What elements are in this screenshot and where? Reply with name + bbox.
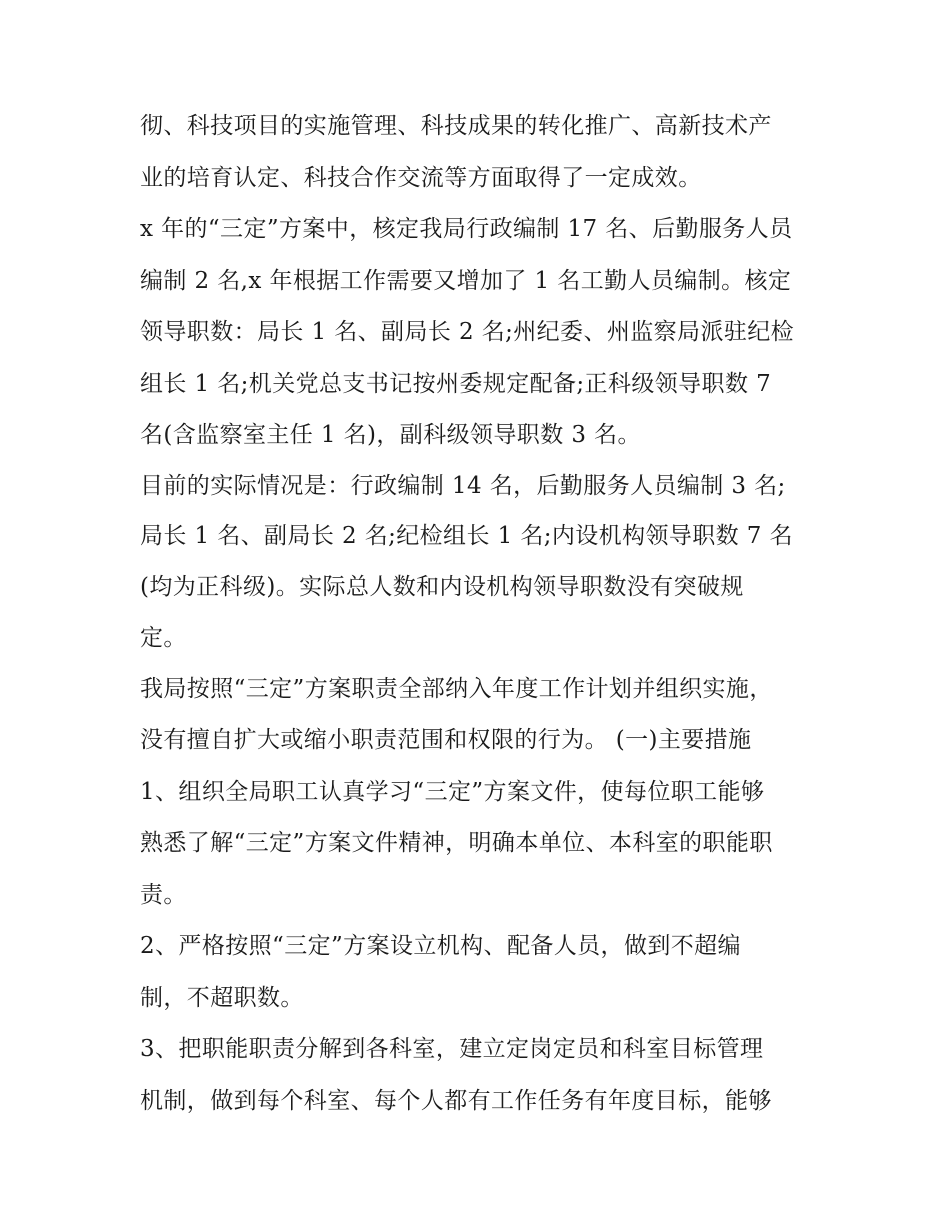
text-line: 局长 1 名、副局长 2 名;纪检组长 1 名;内设机构领导职数 7 名 [140,523,793,549]
text-line: 业的培育认定、科技合作交流等方面取得了一定成效。 [140,165,702,191]
text-line: 机制，做到每个科室、每个人都有工作任务有年度目标，能够 [140,1088,772,1114]
text-line: 组长 1 名;机关党总支书记按州委规定配备;正科级领导职数 7 [140,371,772,397]
text-line: (均为正科级)。实际总人数和内设机构领导职数没有突破规 [140,574,744,600]
text-line: 编制 2 名,x 年根据工作需要又增加了 1 名工勤人员编制。核定 [140,268,792,294]
text-line: 名(含监察室主任 1 名)，副科级领导职数 3 名。 [140,422,641,448]
text-line: 领导职数：局长 1 名、副局长 2 名;州纪委、州监察局派驻纪检 [140,319,795,345]
text-line: 彻、科技项目的实施管理、科技成果的转化推广、高新技术产 [140,113,772,139]
text-line: 3、把职能职责分解到各科室，建立定岗定员和科室目标管理 [140,1036,764,1062]
text-line: 没有擅自扩大或缩小职责范围和权限的行为。 (一)主要措施 [140,727,752,753]
text-line: 2、严格按照“三定”方案设立机构、配备人员，做到不超编 [140,933,741,959]
text-line: 制，不超职数。 [140,985,304,1011]
text-line: 1、组织全局职工认真学习“三定”方案文件，使每位职工能够 [140,779,765,805]
text-line: 定。 [140,625,187,651]
text-line: 我局按照“三定”方案职责全部纳入年度工作计划并组织实施， [140,676,773,702]
text-line: 目前的实际情况是：行政编制 14 名，后勤服务人员编制 3 名; [140,473,786,499]
text-line: 熟悉了解“三定”方案文件精神，明确本单位、本科室的职能职 [140,830,773,856]
text-line: 责。 [140,882,187,908]
text-line: x 年的“三定”方案中，核定我局行政编制 17 名、后勤服务人员 [140,216,793,242]
